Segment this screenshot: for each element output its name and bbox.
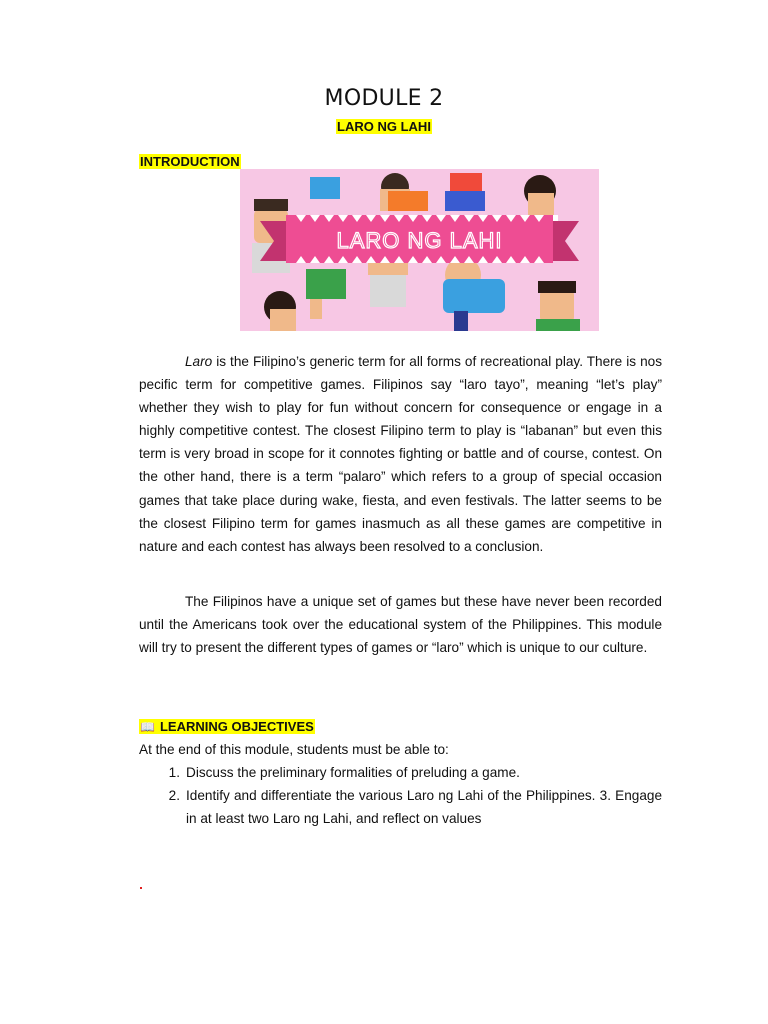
subtitle-wrap xyxy=(0,118,768,136)
list-item-text: Identify and differentiate the various Laro ng Lahi of the Philippines. 3. Engage in at least two Laro ng Lahi, and reflect on values xyxy=(186,788,662,827)
italic-term-laro: Laro xyxy=(185,354,213,369)
list-item-number: 2. xyxy=(168,788,180,804)
list-item-number: 1. xyxy=(168,765,180,780)
red-mark xyxy=(140,887,142,889)
paragraph-introduction xyxy=(139,350,662,558)
learning-objectives-heading-highlight xyxy=(139,719,315,734)
paragraph-history-text: The Filipinos have a unique set of games but these have never been recorded until the Americans took over the educational system of the Philippines. This module will try to present the different types of games or “laro” which is unique to our culture. xyxy=(139,594,662,656)
list-item-text: Discuss the preliminary formalities of preluding a game. xyxy=(186,765,520,780)
list-item xyxy=(139,761,662,784)
learning-objectives-heading-wrap xyxy=(139,718,315,736)
laro-ng-lahi-banner-image xyxy=(240,169,599,331)
introduction-heading: INTRODUCTION xyxy=(140,154,240,169)
list-item xyxy=(139,784,662,830)
learning-objectives-heading: LEARNING OBJECTIVES xyxy=(159,719,314,734)
introduction-heading-wrap xyxy=(139,153,241,171)
paragraph-introduction-text: is the Filipino’s generic term for all forms of recreational play. There is nos pecific term for competitive games. Filipinos say “laro tayo”, meaning “let’s play” whether they wish to play for fun without concern for consequence or engage in a highly competitive contest. The closest Filipino term to play is “labanan” but even this term is very broad in scope for it connotes fighting or battle and of course, contest. On the other hand, there is a term “palaro” which refers to a group of special occasion games that take place during wake, fiesta, and even festivals. The latter seems to be the closest Filipino term for games inasmuch as all these games are competitive in nature and each contest has always been resolved to a conclusion. xyxy=(139,354,662,554)
kid-figure xyxy=(368,259,408,307)
book-icon: 📖 xyxy=(140,720,155,734)
kid-figure xyxy=(445,173,485,211)
kid-figure xyxy=(536,281,580,331)
paragraph-history xyxy=(139,590,662,659)
objectives-list xyxy=(139,761,662,830)
objectives-intro: At the end of this module, students must be able to: xyxy=(139,742,449,757)
module-subtitle: LARO NG LAHI xyxy=(337,119,431,134)
module-title: MODULE 2 xyxy=(324,86,444,111)
banner-text: LARO NG LAHI xyxy=(336,228,503,253)
